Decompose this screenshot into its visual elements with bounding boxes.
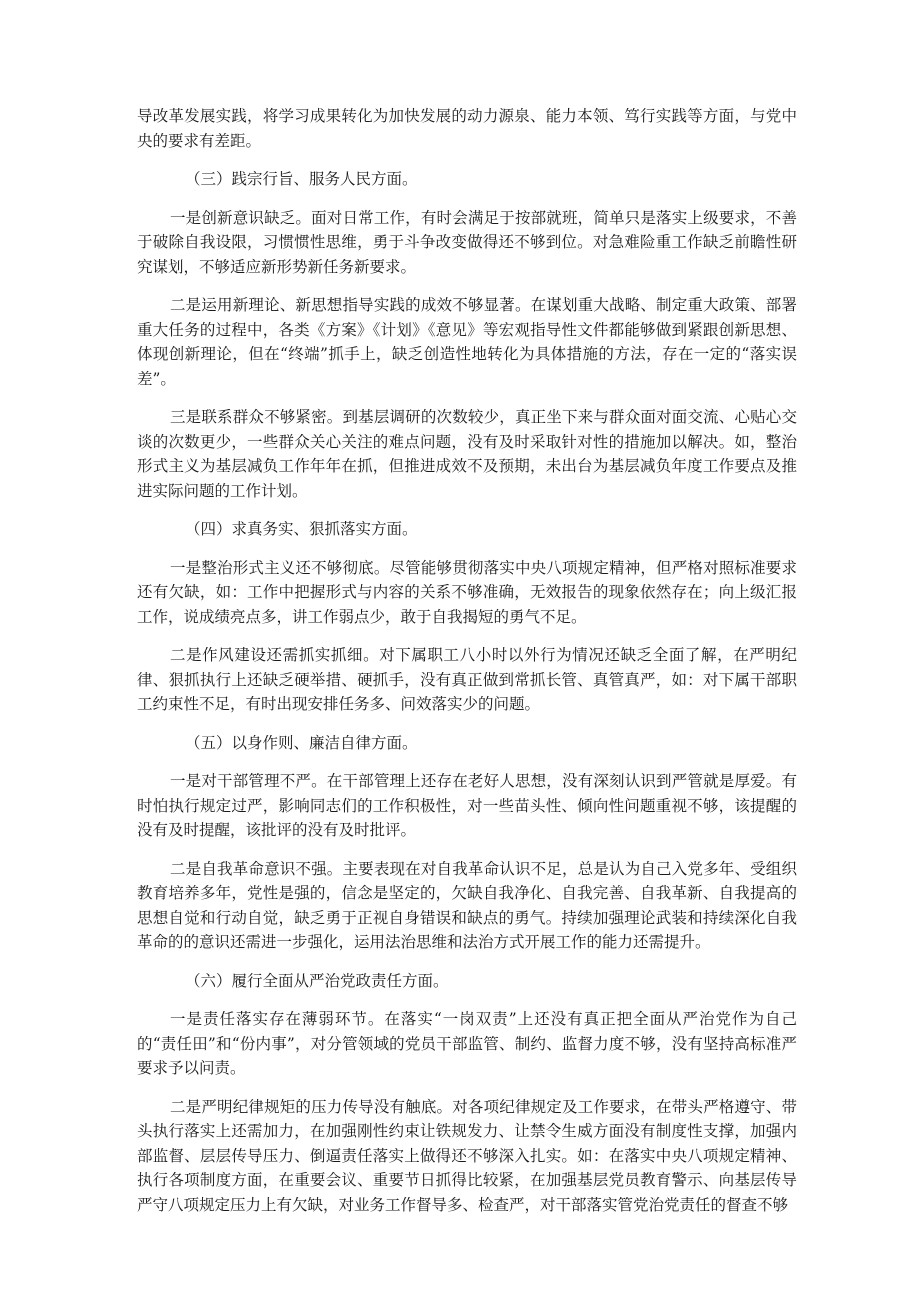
paragraph-body: 二是运用新理论、新思想指导实践的成效不够显著。在谋划重大战略、制定重大政策、部署重大任务的过程中，各类《方案》《计划》《意见》等宏观指导性文件都能够做到紧跟创新思想、体现创新理论，但在“终端”抓手上，缺乏创造性地转化为具体措施的方法，存在一定的“落实误差”。 <box>137 296 797 388</box>
paragraph-body: 二是作风建设还需抓实抓细。对下属职工八小时以外行为情况还缺乏全面了解，在严明纪律、狠抓执行上还缺乏硬举措、硬抓手，没有真正做到常抓长管、真管真严，如：对下属干部职工约束性不足，有时出现安排任务多、问效落实少的问题。 <box>137 646 797 713</box>
paragraph-body: 一是对干部管理不严。在干部管理上还存在老好人思想，没有深刻认识到严管就是厚爱。有时怕执行规定过严，影响同志们的工作积极性，对一些苗头性、倾向性问题重视不够，该提醒的没有及时提醒，该批评的没有及时批评。 <box>137 772 797 839</box>
section-heading-5: （五）以身作则、廉洁自律方面。 <box>185 733 418 752</box>
document-page <box>137 104 797 1231</box>
paragraph-body: 三是联系群众不够紧密。到基层调研的次数较少，真正坐下来与群众面对面交流、心贴心交谈的次数更少，一些群众关心关注的难点问题，没有及时采取针对性的措施加以解决。如，整治形式主义为基层减负工作年年在抓，但推进成效不及预期，未出台为基层减负年度工作要点及推进实际问题的工作计划。 <box>137 408 797 500</box>
paragraph-continuation: 导改革发展实践，将学习成果转化为加快发展的动力源泉、能力本领、笃行实践等方面，与党中央的要求有差距。 <box>137 107 797 150</box>
paragraph-body: 二是严明纪律规矩的压力传导没有触底。对各项纪律规定及工作要求，在带头严格遵守、带头执行落实上还需加力，在加强刚性约束让铁规发力、让禁令生威方面没有制度性支撑，加强内部监督、层层传导压力、倒逼责任落实上做得还不够深入扎实。如：在落实中央八项规定精神、执行各项制度方面，在重要会议、重要节日抓得比较紧，在加强基层党员教育警示、向基层传导严守八项规定压力上有欠缺，对业务工作督导多、检查严，对干部落实管党治党责任的督查不够 <box>137 1097 797 1214</box>
paragraph-body: 一是创新意识缺乏。面对日常工作，有时会满足于按部就班，简单只是落实上级要求，不善于破除自我设限，习惯惯性思维，勇于斗争改变做得还不够到位。对急难险重工作缺乏前瞻性研究谋划，不够适应新形势新任务新要求。 <box>137 208 797 276</box>
paragraph-body: 一是责任落实存在薄弱环节。在落实“一岗双责”上还没有真正把全面从严治党作为自己的“责任田”和“份内事”，对分管领域的党员干部监管、制约、监督力度不够，没有坚持高标准严要求予以问责。 <box>137 1010 797 1077</box>
section-heading-4: （四）求真务实、狠抓落实方面。 <box>185 520 418 538</box>
paragraph-body: 二是自我革命意识不强。主要表现在对自我革命认识不足，总是认为自己入党多年、受组织教育培养多年，党性是强的，信念是坚定的，欠缺自我净化、自我完善、自我革新、自我提高的思想自觉和行动自觉，缺乏勇于正视自身错误和缺点的勇气。持续加强理论武装和持续深化自我革命的的意识还需进一步强化，运用法治思维和法治方式开展工作的能力还需提升。 <box>137 859 797 951</box>
section-heading-3: （三）践宗行旨、服务人民方面。 <box>185 170 418 188</box>
section-heading-6: （六）履行全面从严治党政责任方面。 <box>185 971 449 990</box>
paragraph-body: 一是整治形式主义还不够彻底。尽管能够贯彻落实中央八项规定精神，但严格对照标准要求还有欠缺，如：工作中把握形式与内容的关系不够准确，无效报告的现象依然存在；向上级汇报工作，说成绩亮点多，讲工作弱点少，敢于自我揭短的勇气不足。 <box>137 558 797 626</box>
